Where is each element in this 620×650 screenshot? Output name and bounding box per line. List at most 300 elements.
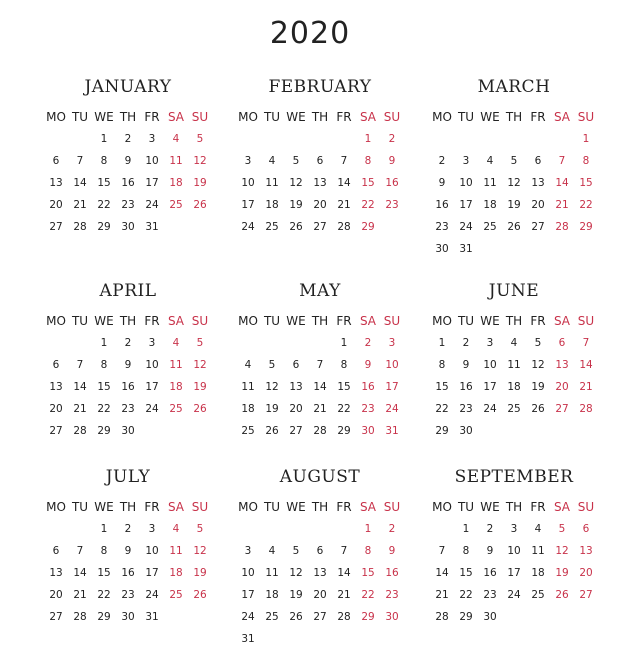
weekday-label: SA (167, 110, 185, 124)
day-cell: 15 (97, 381, 111, 393)
day-cell: 5 (510, 155, 518, 167)
weekday-label: TH (311, 110, 329, 124)
day-cell: 10 (241, 177, 255, 189)
day-cell: 26 (289, 611, 303, 623)
day-cell: 20 (531, 199, 545, 211)
day-cell: 23 (435, 221, 449, 233)
day-cell: 10 (459, 177, 473, 189)
day-cell: 22 (97, 589, 111, 601)
day-cell: 30 (121, 425, 135, 437)
day-cell: 18 (265, 199, 279, 211)
day-cell: 27 (531, 221, 545, 233)
day-cell: 25 (265, 611, 279, 623)
day-cell: 8 (100, 545, 108, 557)
day-cell: 3 (244, 545, 252, 557)
weekday-label: WE (286, 314, 306, 328)
day-cell: 17 (385, 381, 399, 393)
day-cell: 11 (531, 545, 545, 557)
month-name: JANUARY (84, 77, 172, 97)
day-cell: 10 (145, 359, 159, 371)
month-name: FEBRUARY (268, 77, 372, 97)
day-cell: 1 (100, 133, 108, 145)
day-cell: 29 (97, 425, 111, 437)
day-cell: 6 (582, 523, 590, 535)
day-cell: 2 (388, 133, 396, 145)
day-cell: 10 (483, 359, 497, 371)
month-may (236, 280, 404, 442)
weekday-label: TU (263, 500, 281, 514)
day-cell: 6 (316, 545, 324, 557)
day-cell: 30 (121, 611, 135, 623)
weekday-label: SA (167, 500, 185, 514)
day-cell: 6 (52, 155, 60, 167)
day-cell: 4 (268, 155, 276, 167)
day-cell: 11 (169, 545, 183, 557)
day-cell: 9 (124, 359, 132, 371)
weekday-label: TU (263, 110, 281, 124)
weekday-label: SU (577, 314, 595, 328)
weekday-label: SU (383, 110, 401, 124)
day-cell: 30 (483, 611, 497, 623)
day-cell: 4 (268, 545, 276, 557)
day-cell: 24 (483, 403, 497, 415)
day-cell: 12 (555, 545, 569, 557)
weekday-label: MO (46, 110, 66, 124)
day-cell: 26 (507, 221, 521, 233)
day-cell: 31 (145, 611, 159, 623)
day-cell: 25 (483, 221, 497, 233)
day-cell: 8 (364, 155, 372, 167)
day-cell: 7 (438, 545, 446, 557)
day-cell: 26 (289, 221, 303, 233)
weekday-label: WE (480, 110, 500, 124)
day-cell: 2 (438, 155, 446, 167)
day-cell: 7 (76, 359, 84, 371)
day-cell: 7 (558, 155, 566, 167)
day-cell: 18 (483, 199, 497, 211)
weekday-label: SA (359, 500, 377, 514)
day-cell: 30 (121, 221, 135, 233)
day-cell: 23 (121, 589, 135, 601)
weekday-label: TU (71, 314, 89, 328)
day-cell: 18 (265, 589, 279, 601)
day-cell: 15 (361, 177, 375, 189)
day-cell: 18 (169, 381, 183, 393)
day-cell: 2 (364, 337, 372, 349)
day-cell: 26 (531, 403, 545, 415)
day-cell: 21 (73, 589, 87, 601)
weekday-label: TU (457, 500, 475, 514)
day-cell: 12 (193, 155, 207, 167)
day-cell: 12 (193, 359, 207, 371)
weekday-label: TH (505, 500, 523, 514)
day-cell: 27 (555, 403, 569, 415)
weekday-label: SA (359, 314, 377, 328)
weekday-label: MO (46, 314, 66, 328)
weekday-label: MO (432, 500, 452, 514)
day-cell: 24 (385, 403, 399, 415)
day-cell: 8 (364, 545, 372, 557)
day-cell: 27 (49, 425, 63, 437)
day-cell: 27 (49, 221, 63, 233)
day-cell: 26 (265, 425, 279, 437)
weekday-label: MO (238, 110, 258, 124)
day-cell: 7 (316, 359, 324, 371)
month-june (430, 280, 598, 442)
weekday-label: SA (359, 110, 377, 124)
weekday-label: TU (457, 110, 475, 124)
day-cell: 17 (241, 589, 255, 601)
weekday-label: MO (432, 110, 452, 124)
day-cell: 29 (361, 611, 375, 623)
day-cell: 6 (292, 359, 300, 371)
day-cell: 25 (169, 199, 183, 211)
day-cell: 19 (531, 381, 545, 393)
weekday-label: TU (71, 500, 89, 514)
day-cell: 22 (435, 403, 449, 415)
day-cell: 9 (388, 545, 396, 557)
day-cell: 15 (435, 381, 449, 393)
day-cell: 21 (435, 589, 449, 601)
weekday-label: TU (71, 110, 89, 124)
day-cell: 10 (241, 567, 255, 579)
day-cell: 13 (555, 359, 569, 371)
weekday-label: FR (530, 500, 546, 514)
day-cell: 14 (555, 177, 569, 189)
day-cell: 14 (313, 381, 327, 393)
day-cell: 3 (510, 523, 518, 535)
month-july (44, 466, 212, 628)
month-september (430, 466, 598, 628)
weekday-label: WE (94, 500, 114, 514)
day-grid (236, 310, 404, 442)
day-cell: 13 (49, 567, 63, 579)
day-cell: 16 (435, 199, 449, 211)
day-cell: 8 (438, 359, 446, 371)
day-cell: 1 (364, 133, 372, 145)
day-cell: 9 (388, 155, 396, 167)
day-cell: 18 (169, 567, 183, 579)
day-cell: 20 (313, 589, 327, 601)
weekday-label: SU (383, 314, 401, 328)
day-cell: 14 (337, 567, 351, 579)
day-cell: 3 (388, 337, 396, 349)
day-cell: 1 (100, 337, 108, 349)
weekday-label: SA (553, 314, 571, 328)
day-cell: 16 (385, 567, 399, 579)
day-cell: 17 (241, 199, 255, 211)
weekday-label: SA (553, 500, 571, 514)
weekday-label: WE (480, 314, 500, 328)
day-cell: 6 (52, 545, 60, 557)
day-cell: 8 (100, 359, 108, 371)
day-grid (44, 106, 212, 238)
day-cell: 9 (124, 545, 132, 557)
day-cell: 7 (582, 337, 590, 349)
day-cell: 20 (555, 381, 569, 393)
day-cell: 25 (531, 589, 545, 601)
day-cell: 28 (73, 425, 87, 437)
day-cell: 25 (265, 221, 279, 233)
weekday-label: MO (238, 314, 258, 328)
weekday-label: FR (336, 314, 352, 328)
day-cell: 22 (97, 199, 111, 211)
day-cell: 27 (313, 611, 327, 623)
weekday-label: TH (119, 110, 137, 124)
weekday-label: SU (191, 500, 209, 514)
day-cell: 13 (49, 177, 63, 189)
day-cell: 25 (241, 425, 255, 437)
day-cell: 11 (241, 381, 255, 393)
day-cell: 23 (385, 589, 399, 601)
day-cell: 3 (244, 155, 252, 167)
weekday-label: TH (119, 500, 137, 514)
day-cell: 3 (148, 523, 156, 535)
day-cell: 23 (361, 403, 375, 415)
day-grid (44, 310, 212, 442)
day-cell: 13 (531, 177, 545, 189)
day-cell: 18 (169, 177, 183, 189)
day-cell: 16 (361, 381, 375, 393)
day-cell: 7 (340, 545, 348, 557)
day-cell: 1 (364, 523, 372, 535)
day-cell: 19 (555, 567, 569, 579)
weekday-label: FR (144, 110, 160, 124)
day-cell: 13 (49, 381, 63, 393)
day-cell: 6 (52, 359, 60, 371)
weekday-label: SA (553, 110, 571, 124)
day-cell: 7 (76, 155, 84, 167)
month-march (430, 76, 598, 260)
weekday-label: FR (336, 110, 352, 124)
day-cell: 22 (361, 589, 375, 601)
month-name: APRIL (99, 281, 157, 301)
day-cell: 23 (121, 403, 135, 415)
day-cell: 13 (313, 567, 327, 579)
day-cell: 20 (49, 589, 63, 601)
day-cell: 29 (97, 611, 111, 623)
day-cell: 11 (169, 359, 183, 371)
day-grid (430, 106, 598, 260)
day-cell: 21 (337, 589, 351, 601)
day-cell: 1 (340, 337, 348, 349)
day-cell: 14 (435, 567, 449, 579)
day-cell: 21 (337, 199, 351, 211)
day-cell: 29 (97, 221, 111, 233)
day-cell: 2 (388, 523, 396, 535)
day-cell: 31 (459, 243, 473, 255)
day-cell: 11 (265, 567, 279, 579)
day-cell: 28 (435, 611, 449, 623)
day-cell: 27 (579, 589, 593, 601)
day-cell: 11 (507, 359, 521, 371)
day-cell: 7 (340, 155, 348, 167)
weekday-label: MO (238, 500, 258, 514)
day-cell: 28 (555, 221, 569, 233)
day-cell: 26 (193, 589, 207, 601)
day-cell: 13 (289, 381, 303, 393)
day-cell: 28 (73, 611, 87, 623)
day-cell: 20 (289, 403, 303, 415)
day-cell: 15 (97, 567, 111, 579)
weekday-label: WE (94, 314, 114, 328)
month-april (44, 280, 212, 442)
day-cell: 1 (438, 337, 446, 349)
day-cell: 12 (289, 567, 303, 579)
day-cell: 23 (385, 199, 399, 211)
day-cell: 2 (124, 523, 132, 535)
day-cell: 16 (483, 567, 497, 579)
day-cell: 23 (459, 403, 473, 415)
day-cell: 22 (579, 199, 593, 211)
day-cell: 1 (462, 523, 470, 535)
day-cell: 15 (361, 567, 375, 579)
day-cell: 2 (486, 523, 494, 535)
day-grid (44, 496, 212, 628)
weekday-label: FR (144, 314, 160, 328)
day-cell: 5 (196, 133, 204, 145)
day-cell: 26 (193, 199, 207, 211)
day-cell: 22 (97, 403, 111, 415)
month-name: SEPTEMBER (454, 467, 574, 487)
day-cell: 14 (579, 359, 593, 371)
day-grid (236, 496, 404, 650)
day-cell: 12 (531, 359, 545, 371)
weekday-label: FR (530, 314, 546, 328)
day-cell: 31 (145, 221, 159, 233)
day-cell: 6 (316, 155, 324, 167)
weekday-label: FR (336, 500, 352, 514)
day-cell: 20 (49, 403, 63, 415)
weekday-label: FR (530, 110, 546, 124)
day-cell: 9 (364, 359, 372, 371)
day-cell: 8 (340, 359, 348, 371)
day-cell: 24 (241, 221, 255, 233)
day-cell: 26 (193, 403, 207, 415)
day-cell: 4 (244, 359, 252, 371)
day-cell: 17 (145, 567, 159, 579)
month-august (236, 466, 404, 650)
month-name: AUGUST (279, 467, 361, 487)
day-cell: 31 (385, 425, 399, 437)
day-cell: 3 (148, 337, 156, 349)
day-cell: 18 (531, 567, 545, 579)
day-cell: 12 (193, 545, 207, 557)
weekday-label: WE (94, 110, 114, 124)
day-grid (236, 106, 404, 238)
month-february (236, 76, 404, 238)
day-cell: 27 (313, 221, 327, 233)
weekday-label: TH (311, 500, 329, 514)
day-cell: 4 (172, 523, 180, 535)
day-cell: 11 (169, 155, 183, 167)
day-cell: 7 (76, 545, 84, 557)
weekday-label: WE (286, 110, 306, 124)
day-cell: 28 (579, 403, 593, 415)
day-cell: 25 (507, 403, 521, 415)
day-cell: 4 (486, 155, 494, 167)
day-cell: 29 (459, 611, 473, 623)
weekday-label: TU (457, 314, 475, 328)
day-cell: 16 (459, 381, 473, 393)
day-cell: 24 (241, 611, 255, 623)
weekday-label: TU (263, 314, 281, 328)
day-cell: 15 (97, 177, 111, 189)
day-cell: 2 (462, 337, 470, 349)
day-cell: 15 (579, 177, 593, 189)
day-cell: 12 (289, 177, 303, 189)
day-cell: 26 (555, 589, 569, 601)
day-cell: 28 (313, 425, 327, 437)
day-cell: 17 (145, 381, 159, 393)
weekday-label: SU (577, 110, 595, 124)
day-cell: 16 (385, 177, 399, 189)
day-cell: 29 (579, 221, 593, 233)
day-cell: 21 (313, 403, 327, 415)
day-cell: 5 (534, 337, 542, 349)
day-cell: 11 (483, 177, 497, 189)
day-cell: 5 (268, 359, 276, 371)
day-cell: 9 (486, 545, 494, 557)
day-cell: 19 (193, 177, 207, 189)
day-cell: 24 (507, 589, 521, 601)
day-cell: 2 (124, 337, 132, 349)
day-cell: 25 (169, 403, 183, 415)
day-cell: 19 (193, 567, 207, 579)
day-cell: 5 (196, 523, 204, 535)
month-name: JUNE (488, 281, 540, 301)
day-cell: 6 (558, 337, 566, 349)
day-cell: 1 (582, 133, 590, 145)
day-cell: 18 (241, 403, 255, 415)
day-cell: 21 (73, 403, 87, 415)
day-cell: 27 (289, 425, 303, 437)
day-grid (430, 496, 598, 628)
weekday-label: SU (383, 500, 401, 514)
day-cell: 10 (507, 545, 521, 557)
weekday-label: TH (311, 314, 329, 328)
day-cell: 2 (124, 133, 132, 145)
month-name: MAY (299, 281, 341, 301)
day-cell: 28 (337, 221, 351, 233)
day-cell: 4 (534, 523, 542, 535)
weekday-label: WE (286, 500, 306, 514)
day-cell: 8 (582, 155, 590, 167)
day-cell: 29 (361, 221, 375, 233)
day-cell: 3 (148, 133, 156, 145)
day-cell: 15 (337, 381, 351, 393)
day-cell: 22 (361, 199, 375, 211)
day-cell: 5 (196, 337, 204, 349)
day-cell: 16 (121, 381, 135, 393)
day-cell: 23 (121, 199, 135, 211)
weekday-label: SU (577, 500, 595, 514)
day-cell: 20 (313, 199, 327, 211)
weekday-label: SA (167, 314, 185, 328)
day-cell: 21 (579, 381, 593, 393)
day-cell: 28 (73, 221, 87, 233)
day-cell: 24 (145, 403, 159, 415)
day-cell: 12 (507, 177, 521, 189)
day-cell: 14 (73, 567, 87, 579)
day-cell: 30 (385, 611, 399, 623)
year-title: 2020 (269, 16, 351, 51)
day-cell: 24 (145, 589, 159, 601)
day-cell: 9 (124, 155, 132, 167)
day-cell: 14 (73, 381, 87, 393)
weekday-label: SU (191, 110, 209, 124)
day-cell: 11 (265, 177, 279, 189)
